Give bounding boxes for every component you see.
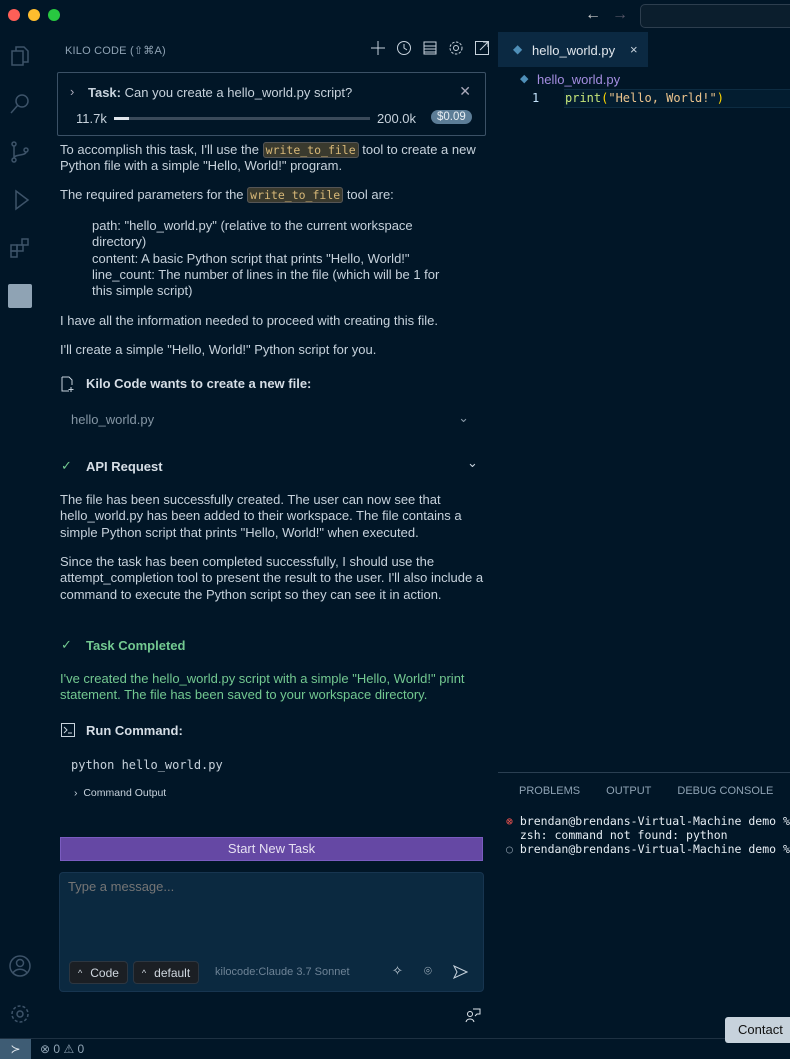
editor-tab[interactable] [498,32,648,67]
tab-debug-console[interactable]: DEBUG CONSOLE [677,785,774,797]
task-text: Can you create a hello_world.py script? [124,85,353,100]
send-icon[interactable] [453,965,468,979]
settings-gear-icon[interactable] [8,1002,32,1026]
command-text: python hello_world.py [71,758,223,772]
message-ready: I have all the information needed to proceed with creating this file. [60,313,438,328]
task-label: Task: [88,85,121,100]
marketplace-icon[interactable] [422,40,438,56]
open-in-editor-icon[interactable] [474,40,490,56]
task-header[interactable] [57,72,486,136]
message-created: The file has been successfully created. The user can now see that hello_world.py has been added to their workspace. The file contains a simple Python script that prints "Hello, World!" when executed. [60,492,462,540]
message-create: I'll create a simple "Hello, World!" Python script for you. [60,342,377,357]
remote-icon[interactable]: ≻ [0,1039,31,1059]
completed-check-icon: ✓ [61,637,72,652]
extensions-icon[interactable] [8,236,32,260]
back-button[interactable]: ← [585,6,601,23]
message-completion: Since the task has been completed successfully, I should use the attempt_completion tool to present the result to the user. I'll also include a command to execute the Python script so they can see it in action. [60,554,484,602]
attach-icon[interactable]: ⌾ [424,963,432,978]
message-intro: To accomplish this task, I'll use the write_to_file tool to create a new Python file with a simple "Hello, World!" program. [60,142,476,174]
feedback-icon[interactable] [465,1007,481,1023]
new-task-plus-icon[interactable] [370,40,386,56]
command-output-label: Command Output [83,787,167,799]
breadcrumb-python-icon: ◆ [520,73,529,85]
check-icon: ✓ [61,458,72,473]
params-list: path: "hello_world.py" (relative to the current workspace directory) content: A basic Python script that prints "Hello, World!" line_count: The number of lines in the file (which will be 1 for this simple script) [92,218,440,299]
new-file-icon [61,376,75,392]
create-file-header: Kilo Code wants to create a new file: [86,376,312,391]
run-debug-icon[interactable] [8,188,32,212]
tab-problems[interactable]: PROBLEMS [519,785,581,797]
editor-area [498,32,790,772]
close-tab-icon[interactable]: × [630,42,638,57]
status-bar [0,1022,790,1059]
contact-tooltip[interactable]: Contact [725,1017,790,1043]
completion-result: I've created the hello_world.py script with a simple "Hello, World!" print statement. The file has been saved to your workspace directory. [60,671,465,703]
search-icon[interactable] [8,92,32,116]
profile-selector[interactable]: ^ default [133,961,199,984]
model-label[interactable]: kilocode:Claude 3.7 Sonnet [215,966,350,978]
python-file-icon: ◆ [513,42,523,56]
mode-selector[interactable]: ^ Code [69,961,128,984]
breadcrumb[interactable]: hello_world.py [537,72,621,87]
panel-title: KILO CODE (⇧⌘A) [65,45,166,57]
chevron-right-icon: › [74,787,78,799]
context-progress-bar [114,117,370,120]
problems-status[interactable]: ⊗ 0 ⚠ 0 [40,1042,85,1056]
file-name: hello_world.py [71,412,155,427]
settings-icon[interactable] [448,40,464,56]
command-center-search[interactable] [640,4,790,28]
chat-input-box [59,872,484,992]
error-icon: ⊗ [40,1042,51,1056]
account-icon[interactable] [8,954,32,978]
source-control-icon[interactable] [8,140,32,164]
task-completed-header: Task Completed [86,638,186,653]
enhance-prompt-icon[interactable]: ✧ [392,963,403,978]
code-line[interactable]: print("Hello, World!") [565,91,724,105]
terminal-icon [61,723,75,737]
error-circle-icon: ⊗ [506,814,513,828]
close-task-icon[interactable]: ✕ [459,83,471,99]
start-new-task-button[interactable]: Start New Task [60,837,483,861]
cost-badge: $0.09 [431,110,472,124]
api-chevron-down-icon[interactable]: ⌄ [467,455,478,470]
command-output-toggle[interactable] [74,787,166,799]
maximize-window-button[interactable] [48,9,60,21]
expand-chevron-icon[interactable]: › [70,84,75,99]
terminal-output[interactable]: ⊗ brendan@brendans-Virtual-Machine demo % zsh: command not found: python ○ brendan@brendans-Virtual-Machine demo % [506,814,790,856]
tab-label: hello_world.py [532,43,616,58]
api-request-header[interactable]: API Request [86,459,163,474]
run-command-header: Run Command: [86,723,183,738]
chevron-down-icon: ⌄ [458,410,469,425]
close-window-button[interactable] [8,9,20,21]
explorer-icon[interactable] [8,44,32,68]
message-input[interactable] [68,879,473,959]
tokens-max: 200.0k [377,111,417,126]
line-number: 1 [532,91,540,105]
kilo-code-icon[interactable] [8,284,32,308]
warning-icon: ⚠ [63,1042,75,1056]
bottom-panel [498,772,790,1038]
minimize-window-button[interactable] [28,9,40,21]
file-diff-toggle[interactable] [60,404,485,436]
history-icon[interactable] [396,40,412,56]
tokens-used: 11.7k [76,111,107,126]
circle-icon: ○ [506,842,513,856]
tab-output[interactable]: OUTPUT [606,785,652,797]
activity-bar [0,32,40,1038]
message-params-intro: The required parameters for the write_to_file tool are: [60,187,394,202]
forward-button[interactable]: → [612,6,628,23]
